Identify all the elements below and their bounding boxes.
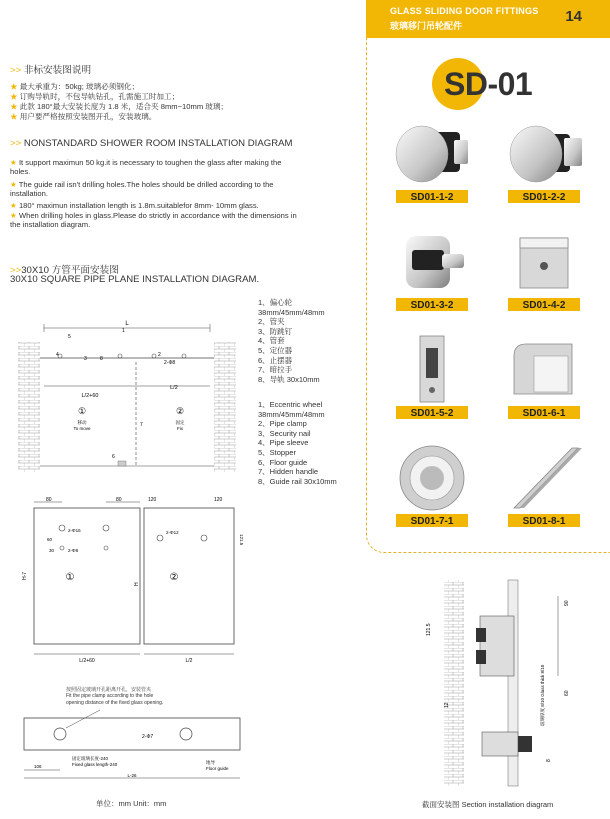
svg-text:L/2: L/2 bbox=[185, 658, 193, 664]
product-card bbox=[382, 226, 482, 321]
guide-rail bbox=[24, 718, 240, 750]
svg-text:2-Φ16: 2-Φ16 bbox=[68, 528, 81, 533]
svg-text:②: ② bbox=[169, 572, 179, 583]
product-card bbox=[494, 226, 594, 321]
product-code: SD01-5-2 bbox=[410, 408, 454, 419]
svg-text:7: 7 bbox=[140, 422, 143, 428]
product-card bbox=[494, 442, 594, 537]
svg-text:3: 3 bbox=[84, 356, 87, 362]
svg-text:30: 30 bbox=[49, 548, 55, 553]
note-en: ★ When drilling holes in glass.Please do strictly in accordance with the dimensions in the installation diagram. bbox=[10, 211, 297, 230]
svg-text:L-26: L-26 bbox=[127, 773, 137, 778]
note-cn: ★ 用户要严格按照安装图开孔，安装玻璃。 bbox=[10, 112, 157, 121]
svg-text:120: 120 bbox=[214, 497, 223, 503]
svg-text:80: 80 bbox=[46, 497, 52, 503]
left-wall bbox=[18, 342, 40, 472]
svg-text:2-Φ12: 2-Φ12 bbox=[166, 530, 179, 535]
svg-text:60: 60 bbox=[564, 690, 570, 696]
glass-clamp-knob-icon bbox=[382, 118, 482, 190]
svg-text:5: 5 bbox=[68, 334, 71, 340]
floor-guide-icon bbox=[494, 334, 594, 406]
header-title-cn: 玻璃移门吊轮配件 bbox=[390, 21, 463, 31]
guide-rail-icon bbox=[494, 442, 594, 514]
stopper-icon bbox=[382, 334, 482, 406]
product-card bbox=[382, 442, 482, 537]
svg-text:Fix: Fix bbox=[177, 426, 183, 431]
product-code: SD01-2-2 bbox=[522, 192, 566, 203]
square-pipe-heading-en: 30X10 SQUARE PIPE PLANE INSTALLATION DIAGRAM. bbox=[10, 274, 260, 285]
note-cn: ★ 最大承重为：50kg; 玻璃必须钢化； bbox=[10, 82, 140, 91]
svg-text:1: 1 bbox=[122, 328, 125, 334]
legend-en: 1、Eccentric wheel 38mm/45mm/48mm 2、Pipe clamp 3、Security nail 4、Pipe sleeve 5、Stopper 6、Floor guide 7、Hidden handle 8、Guide rail 30x10mm bbox=[258, 400, 337, 486]
product-code: SD01-8-1 bbox=[522, 516, 566, 527]
hidden-handle-icon bbox=[382, 442, 482, 514]
svg-text:H: H bbox=[134, 582, 140, 586]
rail-note-en-2: opening distance of the fixed glass opening. bbox=[66, 700, 164, 706]
rail-note-cn: 按照固定玻璃开孔距离开孔，安装管夹 bbox=[66, 687, 152, 693]
product-code: SD01-7-1 bbox=[410, 516, 454, 527]
pipe-clamp-icon bbox=[382, 226, 482, 298]
svg-text:106: 106 bbox=[34, 764, 42, 769]
right-wall bbox=[214, 342, 236, 472]
svg-text:L/2: L/2 bbox=[170, 385, 178, 391]
section-installation-diagram bbox=[418, 576, 598, 788]
rail-note-en-1: Fit the pipe clamp according to the hole bbox=[66, 693, 154, 699]
svg-text:L: L bbox=[125, 321, 129, 327]
fixed-glass-panel bbox=[144, 508, 234, 644]
svg-text:121.5: 121.5 bbox=[426, 623, 432, 636]
svg-text:6: 6 bbox=[112, 454, 115, 460]
svg-text:8: 8 bbox=[100, 356, 103, 362]
product-code: SD01-3-2 bbox=[410, 300, 454, 311]
product-card bbox=[382, 118, 482, 213]
svg-text:80: 80 bbox=[116, 497, 122, 503]
svg-text:玻璃厚度 8/10 Glass thick 8/10: 玻璃厚度 8/10 Glass thick 8/10 bbox=[540, 664, 545, 726]
svg-text:H-7: H-7 bbox=[22, 571, 28, 580]
section-caption: 截面安装图 Section installation diagram bbox=[422, 800, 554, 809]
svg-text:Floor guide: Floor guide bbox=[206, 766, 229, 771]
svg-text:121.5: 121.5 bbox=[239, 534, 244, 546]
legend-cn: 1、偏心轮 38mm/45mm/48mm 2、管夹 3、防跳钉 4、管套 5、定位器 6、止摆器 7、暗拉手 8、导轨 30x10mm bbox=[258, 298, 325, 384]
pipe-sleeve-block-icon bbox=[494, 226, 594, 298]
svg-text:L/2+60: L/2+60 bbox=[79, 658, 95, 664]
moving-glass-panel bbox=[34, 508, 140, 644]
glass-panels-diagram bbox=[14, 494, 254, 666]
note-en: ★ It support maximun 50 kg.it is necessary to toughen the glass after making the holes. bbox=[10, 158, 282, 177]
header-bar bbox=[366, 0, 610, 38]
nonstandard-heading-cn: >> 非标安装图说明 bbox=[10, 65, 92, 76]
svg-text:8: 8 bbox=[546, 759, 552, 762]
svg-text:90: 90 bbox=[564, 600, 570, 606]
svg-text:②: ② bbox=[175, 406, 185, 416]
svg-text:地导: 地导 bbox=[206, 760, 215, 765]
note-cn: ★ 此款 180°最大安装长度为 1.8 米，适合夹 8mm~10mm 玻璃； bbox=[10, 102, 229, 111]
unit-label: 单位：mm Unit：mm bbox=[96, 799, 167, 808]
header-title-en: GLASS SLIDING DOOR FITTINGS bbox=[390, 6, 539, 16]
svg-text:Fixed glass length-240: Fixed glass length-240 bbox=[72, 762, 118, 767]
svg-text:2: 2 bbox=[158, 352, 161, 358]
installation-plan-diagram bbox=[14, 316, 246, 476]
svg-text:12: 12 bbox=[444, 702, 450, 708]
series-title: SD-01 bbox=[444, 66, 533, 102]
svg-text:4: 4 bbox=[56, 352, 59, 358]
svg-text:固定玻璃长度-240: 固定玻璃长度-240 bbox=[72, 756, 109, 761]
product-card bbox=[494, 334, 594, 429]
product-code: SD01-6-1 bbox=[522, 408, 566, 419]
product-code: SD01-4-2 bbox=[522, 300, 566, 311]
svg-text:2-Φ8: 2-Φ8 bbox=[164, 360, 176, 366]
svg-text:移动: 移动 bbox=[77, 420, 87, 425]
product-card bbox=[382, 334, 482, 429]
note-en: ★ The guide rail isn't drilling holes.The holes should be drilled according to the installation. bbox=[10, 180, 274, 199]
svg-text:60: 60 bbox=[47, 537, 53, 542]
floor-guide-section bbox=[482, 732, 518, 756]
page-number: 14 bbox=[565, 8, 582, 25]
svg-text:固定: 固定 bbox=[175, 420, 185, 425]
wheel-clamp bbox=[480, 616, 514, 676]
svg-text:2-Φ7: 2-Φ7 bbox=[142, 734, 154, 740]
wall-section bbox=[444, 580, 464, 786]
eccentric-wheel-icon bbox=[494, 118, 594, 190]
nonstandard-heading-en: >> NONSTANDARD SHOWER ROOM INSTALLATION DIAGRAM bbox=[10, 138, 293, 149]
svg-text:120: 120 bbox=[148, 497, 157, 503]
note-cn: ★ 订购导轨时，不包导轨钻孔，孔需施工时加工； bbox=[10, 92, 180, 101]
note-en: ★ 180° maximun installation length is 1.8m.suitablefor 8mm- 10mm glass. bbox=[10, 201, 259, 210]
svg-text:①: ① bbox=[77, 406, 87, 416]
svg-text:①: ① bbox=[65, 572, 75, 583]
square-pipe-heading-cn: >>30X10 方管平面安装图 bbox=[10, 265, 119, 276]
svg-text:2-Φ8: 2-Φ8 bbox=[68, 548, 79, 553]
product-code: SD01-1-2 bbox=[410, 192, 454, 203]
svg-text:To move: To move bbox=[73, 426, 91, 431]
product-card bbox=[494, 118, 594, 213]
guide-rail-diagram bbox=[20, 706, 250, 786]
svg-text:L/2+60: L/2+60 bbox=[81, 393, 99, 399]
